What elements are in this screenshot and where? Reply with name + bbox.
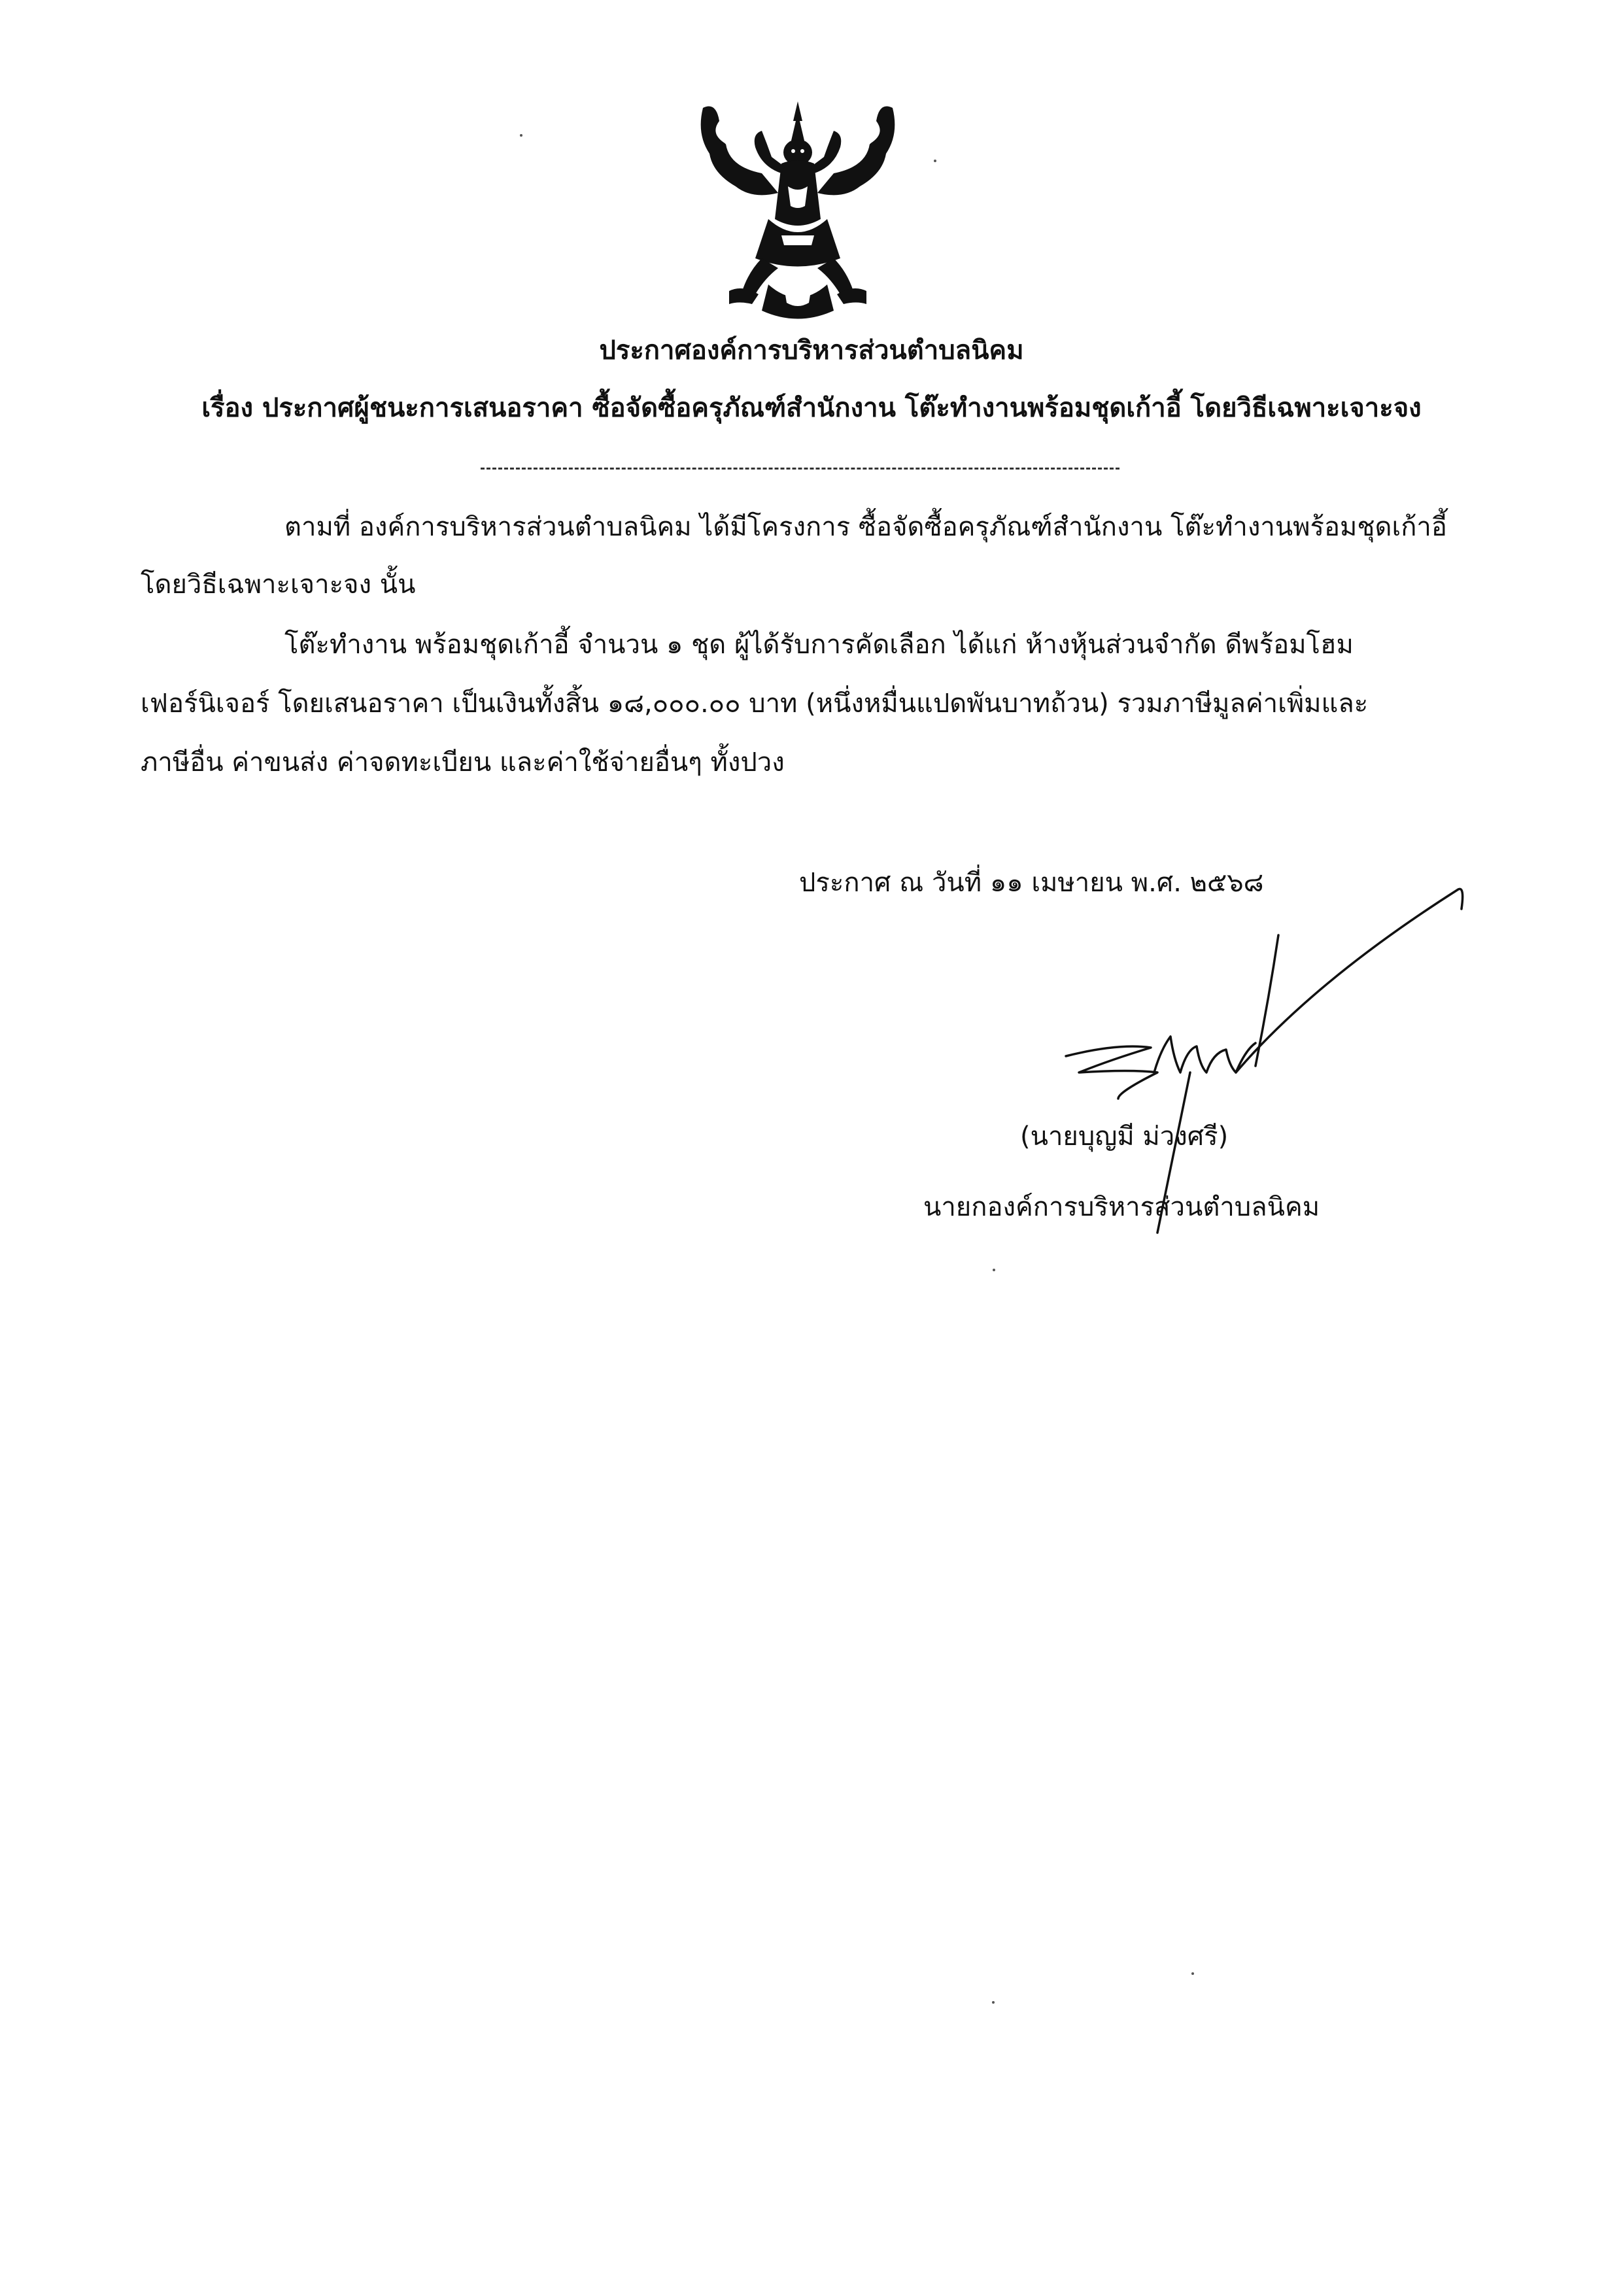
signatory-name: (นายบุญมี ม่วงศรี) — [1020, 1122, 1229, 1152]
signatory-position: นายกองค์การบริหารส่วนตำบลนิคม — [923, 1192, 1320, 1222]
scan-speck — [520, 134, 522, 137]
body-paragraph-line: ภาษีอื่น ค่าขนส่ง ค่าจดทะเบียน และค่าใช้จ่ายอื่นๆ ทั้งปวง — [141, 747, 785, 778]
announcement-date: ประกาศ ณ วันที่ ๑๑ เมษายน พ.ศ. ๒๕๖๘ — [799, 868, 1264, 898]
body-paragraph-line: โต๊ะทำงาน พร้อมชุดเก้าอี้ จำนวน ๑ ชุด ผู้ได้รับการคัดเลือก ได้แก่ ห้างหุ้นส่วนจำกัด ดีพร้อมโฮม — [284, 630, 1354, 660]
body-paragraph-line: ตามที่ องค์การบริหารส่วนตำบลนิคม ได้มีโครงการ ซื้อจัดซื้อครุภัณฑ์สำนักงาน โต๊ะทำงานพร้อมชุดเก้าอี้ — [284, 512, 1447, 542]
scan-speck — [992, 2001, 995, 2004]
handwritten-signature — [1040, 876, 1484, 1242]
garuda-emblem-icon — [690, 95, 906, 327]
scan-speck — [934, 160, 936, 162]
scan-speck — [1191, 1972, 1194, 1975]
body-paragraph-line: โดยวิธีเฉพาะเจาะจง นั้น — [141, 570, 416, 600]
body-paragraph-line: เฟอร์นิเจอร์ โดยเสนอราคา เป็นเงินทั้งสิ้น ๑๘,๐๐๐.๐๐ บาท (หนึ่งหมื่นแปดพันบาทถ้วน) รวมภาษีมูลค่าเพิ่มและ — [141, 689, 1369, 719]
scan-speck — [993, 1269, 995, 1271]
divider — [481, 468, 1119, 470]
document-subject: เรื่อง ประกาศผู้ชนะการเสนอราคา ซื้อจัดซื้อครุภัณฑ์สำนักงาน โต๊ะทำงานพร้อมชุดเก้าอี้ โดยวิธีเฉพาะเจาะจง — [201, 393, 1422, 423]
document-title: ประกาศองค์การบริหารส่วนตำบลนิคม — [599, 335, 1024, 366]
